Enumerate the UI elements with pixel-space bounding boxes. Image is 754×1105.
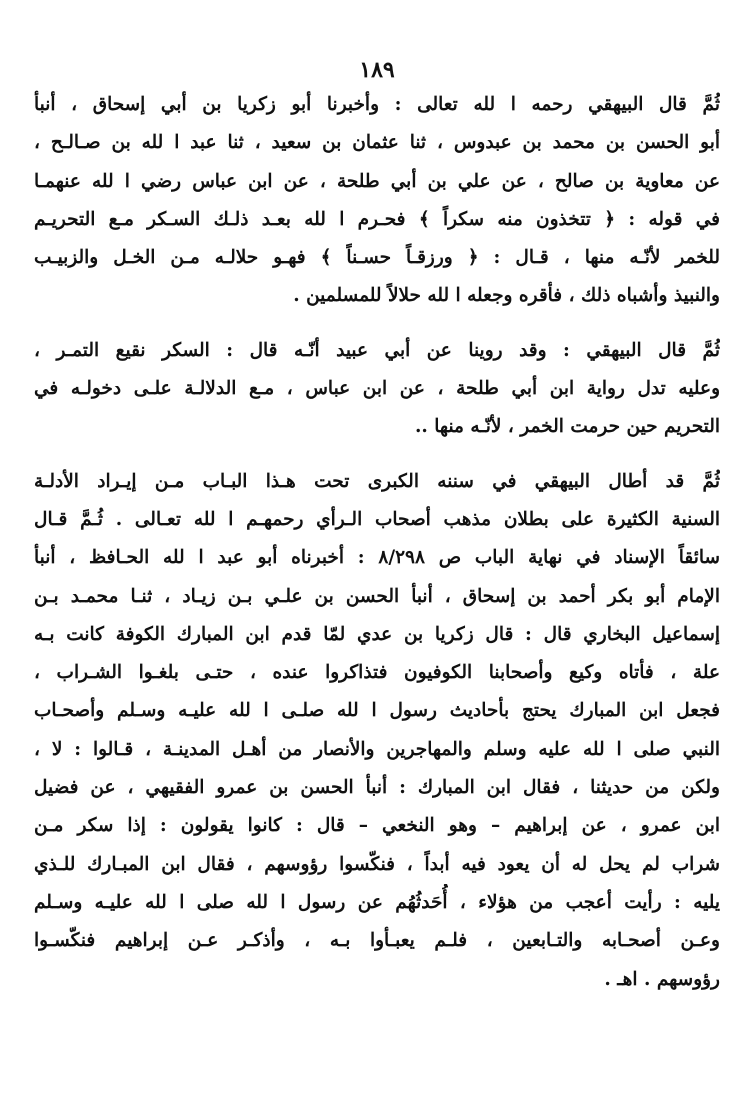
text-line: فجعل ابن المبارك يحتج بأحاديث رسول ا لله صلـى ا لله عليـه وسـلم وأصحـاب bbox=[34, 700, 720, 722]
paragraph-gap bbox=[34, 316, 720, 332]
text-line: وعليه تدل رواية ابن أبي طلحة ، عن ابن عباس ، مـع الدلالـة علـى دخولـه في bbox=[34, 378, 720, 400]
text-body bbox=[34, 86, 720, 999]
text-line: النبي صلى ا لله عليه وسلم والمهاجرين والأنصار من أهـل المدينـة ، قـالوا : لا ، bbox=[34, 738, 720, 760]
text-line: للخمر لأنّـه منها ، قـال : ﴿ ورزقـاً حسـناً ﴾ فهـو حلالـه مـن الخـل والزبيـب bbox=[34, 247, 720, 269]
paragraph-2 bbox=[34, 332, 720, 447]
text-line: السنية الكثيرة على بطلان مذهب أصحاب الـرأي رحمهـم ا لله تعـالى . ثُـمَّ قـال bbox=[34, 508, 720, 530]
text-line: ولكن من حديثنا ، فقال ابن المبارك : أنبأ الحسن بن عمرو الفقيهي ، عن فضيل bbox=[34, 777, 720, 799]
page-number: ١٨٩ bbox=[359, 57, 395, 83]
text-line: ثُمَّ قال البيهقي : وقد روينا عن أبي عبيد أنّـه قال : السكر نقيع التمـر ، bbox=[34, 339, 720, 361]
paragraph-1 bbox=[34, 86, 720, 316]
text-line: سائقاً الإسناد في نهاية الباب ص ٨/٢٩٨ : أخبرناه أبو عبد ا لله الحـافظ ، أنبأ bbox=[34, 547, 720, 569]
text-line: عن معاوية بن صالح ، عن علي بن أبي طلحة ، عن ابن عباس رضي ا لله عنهمـا bbox=[34, 170, 720, 192]
text-line: شراب لم يحل له أن يعود فيه أبداً ، فنكّسوا رؤوسهم ، فقال ابن المبـارك للـذي bbox=[34, 853, 720, 875]
text-line: علة ، فأتاه وكيع وأصحابنا الكوفيون فتذاكروا عنده ، حتـى بلغـوا الشـراب ، bbox=[34, 662, 720, 684]
text-line: وعـن أصحـابه والتـابعين ، فلـم يعبـأوا بـه ، وأذكـر عـن إبراهيم فنكّسـوا bbox=[34, 930, 720, 952]
text-line: في قوله : ﴿ تتخذون منه سكراً ﴾ فحـرم ا لله بعـد ذلـك السـكر مـع التحريـم bbox=[34, 208, 720, 230]
text-line: الإمام أبو بكر أحمد بن إسحاق ، أنبأ الحسن بن علـي بـن زيـاد ، ثنـا محمـد بـن bbox=[34, 585, 720, 607]
paragraph-3 bbox=[34, 463, 720, 999]
text-line: يليه : رأيت أعجب من هؤلاء ، أُحَدثُهُم عن رسول ا لله صلى ا لله عليـه وسـلم bbox=[34, 891, 720, 913]
text-line: ابن عمرو ، عن إبراهيم – وهو النخعي – قال : كانوا يقولون : إذا سكر مـن bbox=[34, 815, 720, 837]
text-line: رؤوسهم . اهـ . bbox=[604, 968, 720, 990]
text-line: والنبيذ وأشباه ذلك ، فأقره وجعله ا لله حلالاً للمسلمين . bbox=[293, 285, 720, 307]
text-line: أبو الحسن بن محمد بن عبدوس ، ثنا عثمان بن سعيد ، ثنا عبد ا لله بن صـالـح ، bbox=[34, 132, 720, 154]
text-line: ثُمَّ قال البيهقي رحمه ا لله تعالى : وأخبرنا أبو زكريا بن أبي إسحاق ، أنبأ bbox=[34, 94, 720, 115]
text-line: ثُمَّ قد أطال البيهقي في سننه الكبرى تحت هـذا البـاب مـن إيـراد الأدلـة bbox=[34, 470, 720, 492]
text-line: التحريم حين حرمت الخمر ، لأنّـه منها .. bbox=[414, 416, 720, 438]
text-line: إسماعيل البخاري قال : قال زكريا بن عدي لمّا قدم ابن المبارك الكوفة كانت بـه bbox=[34, 623, 720, 645]
paragraph-gap bbox=[34, 447, 720, 463]
